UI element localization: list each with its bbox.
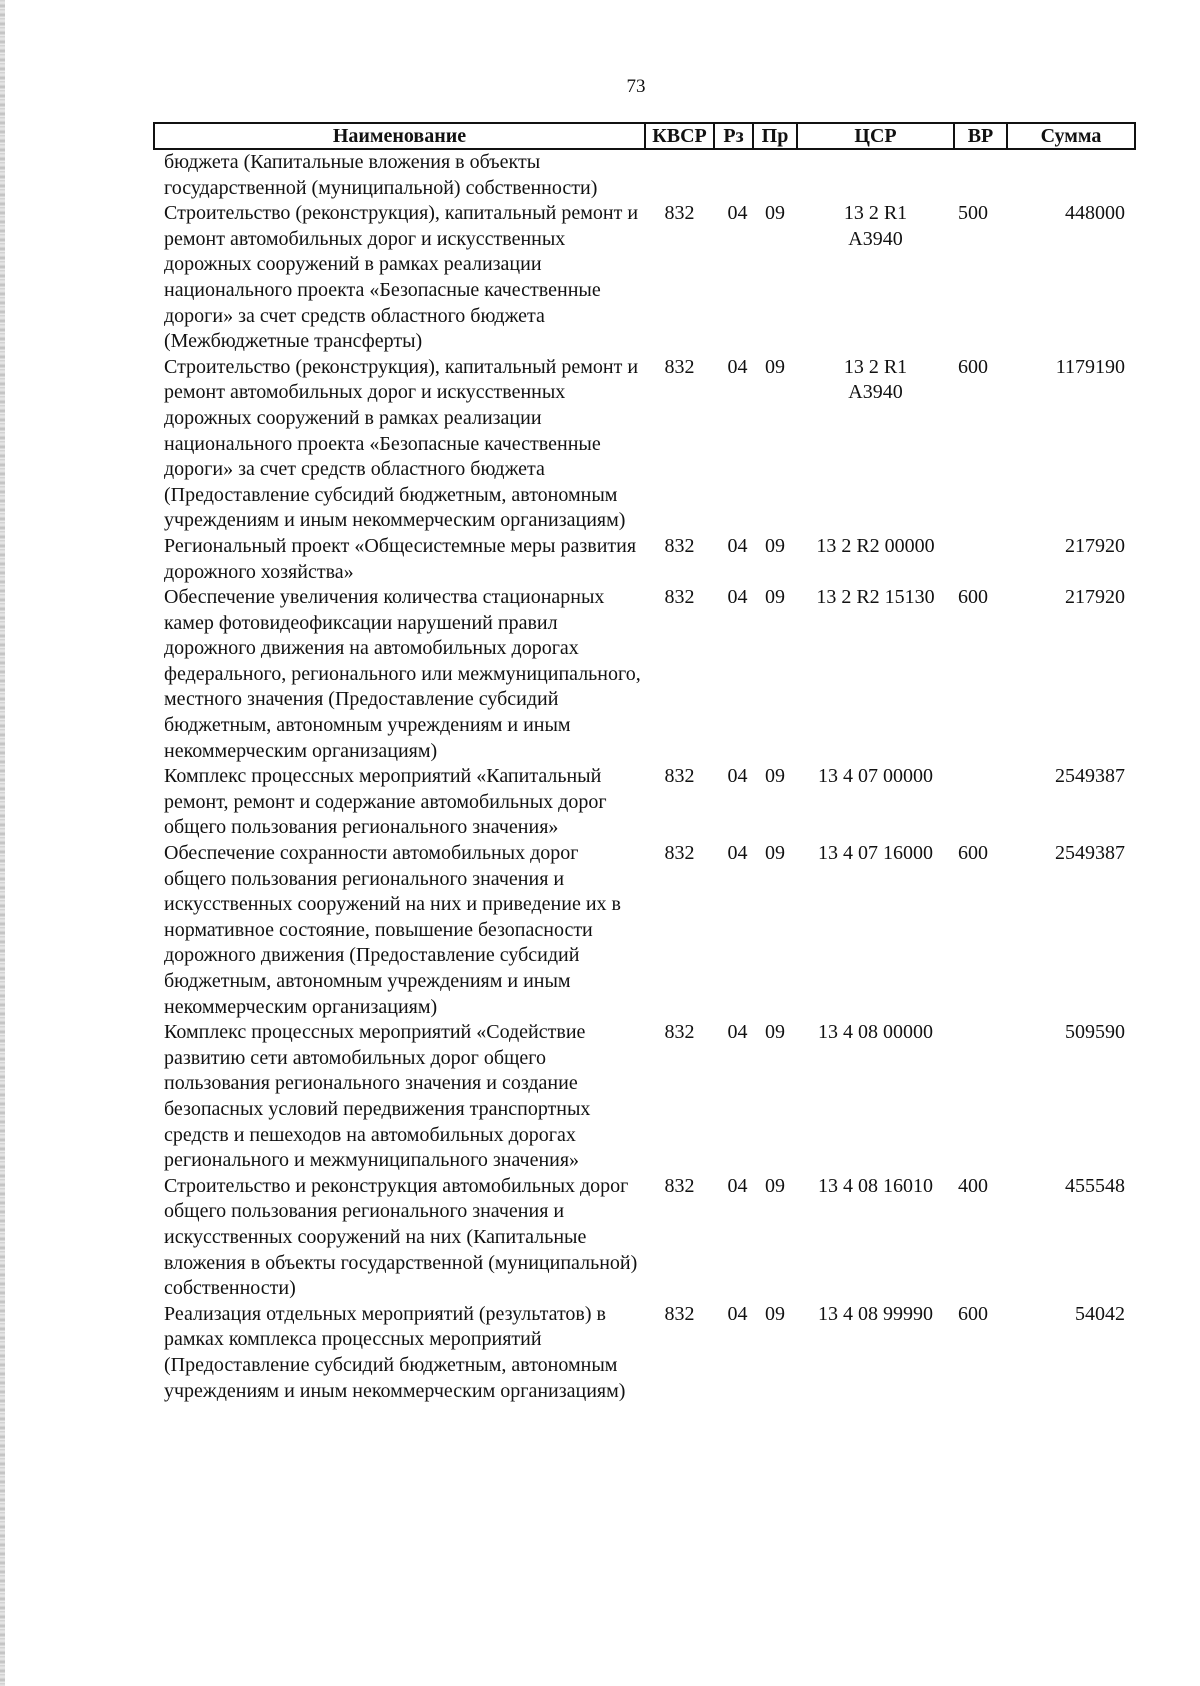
cell-rz: 04 <box>727 1302 748 1325</box>
cell-csr: 13 2 R2 15130 <box>816 586 935 609</box>
cell-name: Строительство и реконструкция автомобильных дорог общего пользования регионального значения и искусственных сооружений на них (Капитальные вложения в объекты государственной (муниципальной) собственности) <box>164 1174 638 1300</box>
cell-pr: 09 <box>765 534 785 557</box>
cell-sum: 54042 <box>1075 1302 1125 1325</box>
cell-rz: 04 <box>727 586 748 609</box>
cell-name: бюджета (Капитальные вложения в объекты государственной (муниципальной) собственности) <box>164 151 598 199</box>
table-header <box>154 123 1135 149</box>
cell-name: Комплекс процессных мероприятий «Капитальный ремонт, ремонт и содержание автомобильных дорог общего пользования регионального значения» <box>164 765 607 839</box>
table-body <box>154 149 1135 1404</box>
cell-vr <box>954 534 1007 585</box>
cell-rz: 04 <box>727 842 748 865</box>
cell-csr <box>797 149 954 201</box>
page-number: 73 <box>626 76 646 97</box>
cell-csr: 13 2 R1 А3940 <box>843 355 908 404</box>
cell-vr: 500 <box>958 202 988 225</box>
cell-pr: 09 <box>765 1174 785 1197</box>
cell-vr: 600 <box>958 355 988 378</box>
table-row <box>154 841 1135 1020</box>
cell-kvsr: 832 <box>664 202 695 225</box>
cell-csr: 13 2 R2 00000 <box>816 534 935 557</box>
cell-pr: 09 <box>765 586 785 609</box>
cell-csr: 13 4 08 99990 <box>818 1302 933 1325</box>
cell-kvsr: 832 <box>664 1174 695 1197</box>
table-row <box>154 1302 1135 1404</box>
table-row <box>154 149 1135 201</box>
cell-csr: 13 4 07 00000 <box>818 765 933 788</box>
cell-kvsr <box>645 149 714 201</box>
cell-sum: 455548 <box>1065 1174 1125 1197</box>
cell-pr: 09 <box>765 355 785 378</box>
cell-kvsr: 832 <box>664 765 695 788</box>
cell-rz: 04 <box>727 534 748 557</box>
cell-rz: 04 <box>727 355 748 378</box>
cell-sum: 1179190 <box>1055 355 1125 378</box>
cell-rz: 04 <box>727 1021 748 1044</box>
cell-kvsr: 832 <box>664 355 695 378</box>
cell-rz: 04 <box>727 202 748 225</box>
cell-kvsr: 832 <box>664 1302 695 1325</box>
budget-table <box>153 122 1136 1404</box>
table-row <box>154 764 1135 841</box>
cell-kvsr: 832 <box>664 586 695 609</box>
cell-vr <box>954 149 1007 201</box>
cell-sum: 217920 <box>1065 534 1125 557</box>
cell-name: Комплекс процессных мероприятий «Содействие развитию сети автомобильных дорог общего пользования регионального значения и создание безопасных условий передвижения транспортных средств и пешеходов на автомобильных дорогах регионального и межмуниципального значения» <box>164 1021 591 1172</box>
cell-name: Обеспечение увеличения количества стационарных камер фотовидеофиксации нарушений правил дорожного движения на автомобильных дорогах федерального, регионального или межмуниципального, местного значения (Предоставление субсидий бюджетным, автономным учреждениям и иным некоммерческим организациям) <box>164 586 641 762</box>
header-csr: ЦСР <box>797 123 954 149</box>
cell-sum: 2549387 <box>1055 842 1125 865</box>
cell-pr: 09 <box>765 1302 785 1325</box>
header-name: Наименование <box>154 123 645 149</box>
header-pr: Пр <box>753 123 797 149</box>
cell-csr: 13 4 08 16010 <box>818 1174 933 1197</box>
cell-sum: 448000 <box>1065 202 1125 225</box>
cell-kvsr: 832 <box>664 842 695 865</box>
cell-name: Обеспечение сохранности автомобильных дорог общего пользования регионального значения и искусственных сооружений на них и приведение их в нормативное состояние, повышение безопасности дорожного движения (Предоставление субсидий бюджетным, автономным учреждениям и иным некоммерческим организациям) <box>164 842 621 1018</box>
table-row <box>154 1174 1135 1302</box>
scan-edge <box>0 0 5 1686</box>
cell-pr: 09 <box>765 1021 785 1044</box>
cell-vr <box>954 764 1007 841</box>
table-row <box>154 1020 1135 1174</box>
cell-vr: 600 <box>958 1302 988 1325</box>
cell-rz <box>714 149 753 201</box>
cell-kvsr: 832 <box>664 1021 695 1044</box>
cell-sum: 217920 <box>1065 586 1125 609</box>
table-row <box>154 201 1135 355</box>
table-row <box>154 585 1135 764</box>
cell-vr: 600 <box>958 586 988 609</box>
cell-pr: 09 <box>765 765 785 788</box>
header-vr: ВР <box>954 123 1007 149</box>
cell-vr: 600 <box>958 842 988 865</box>
cell-sum <box>1007 149 1135 201</box>
table-row <box>154 534 1135 585</box>
header-sum: Сумма <box>1007 123 1135 149</box>
header-kvsr: КВСР <box>645 123 714 149</box>
cell-pr <box>753 149 797 201</box>
cell-kvsr: 832 <box>664 534 695 557</box>
header-row <box>154 123 1135 149</box>
table-row <box>154 355 1135 534</box>
cell-csr: 13 4 07 16000 <box>818 842 933 865</box>
cell-sum: 509590 <box>1065 1021 1125 1044</box>
cell-csr: 13 4 08 00000 <box>818 1021 933 1044</box>
cell-name: Строительство (реконструкция), капитальный ремонт и ремонт автомобильных дорог и искусственных дорожных сооружений в рамках реализации национального проекта «Безопасные качественные дороги» за счет средств областного бюджета (Предоставление субсидий бюджетным, автономным учреждениям и иным некоммерческим организациям) <box>164 355 639 532</box>
cell-name: Региональный проект «Общесистемные меры развития дорожного хозяйства» <box>164 534 637 583</box>
cell-name: Реализация отдельных мероприятий (результатов) в рамках комплекса процессных мероприятий (Предоставление субсидий бюджетным, автономным учреждениям и иным некоммерческим организациям) <box>164 1302 626 1402</box>
cell-sum: 2549387 <box>1055 765 1125 788</box>
cell-vr <box>954 1020 1007 1174</box>
cell-rz: 04 <box>727 765 748 788</box>
cell-vr: 400 <box>958 1174 988 1197</box>
header-rz: Рз <box>714 123 753 149</box>
cell-pr: 09 <box>765 842 785 865</box>
cell-pr: 09 <box>765 202 785 225</box>
cell-name: Строительство (реконструкция), капитальный ремонт и ремонт автомобильных дорог и искусственных дорожных сооружений в рамках реализации национального проекта «Безопасные качественные дороги» за счет средств областного бюджета (Межбюджетные трансферты) <box>164 202 639 353</box>
cell-rz: 04 <box>727 1174 748 1197</box>
cell-csr: 13 2 R1 А3940 <box>843 202 908 250</box>
